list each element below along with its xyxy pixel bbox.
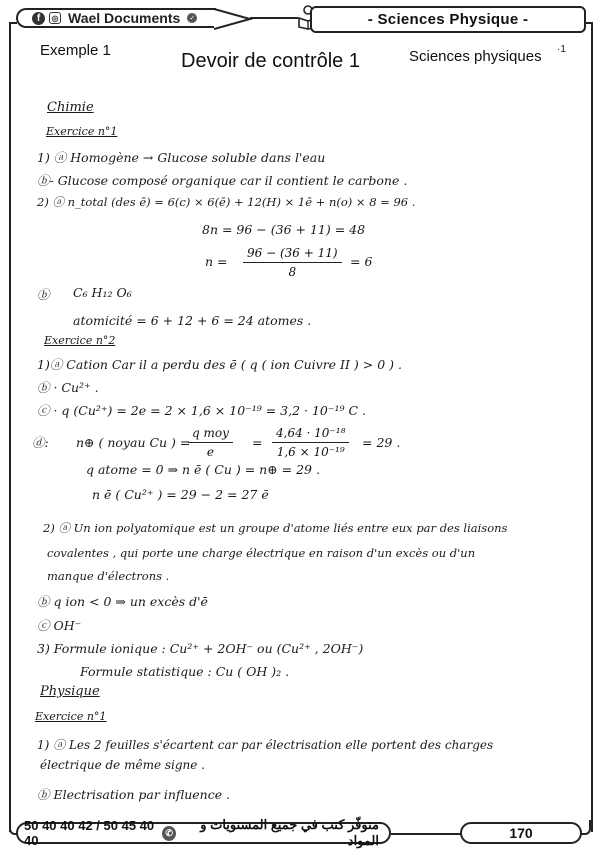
footer-ad-banner (16, 817, 391, 848)
answer-line: 2) ⓐ n_total (des ē) = 6(c) × 6(ē) + 12(H) × 1ē + n(o) × 8 = 96 . (37, 195, 416, 209)
answer-line: ⓒ OH⁻ (37, 618, 82, 633)
fraction (243, 246, 342, 279)
fraction-denominator: e (206, 445, 214, 459)
footer-arabic-text: متوفّر كتب في جميع المستويات و المواد (200, 817, 379, 848)
facebook-icon: f (32, 12, 45, 25)
answer-line: 1)ⓐ Cation Car il a perdu des ē ( q ( ion Cuivre II ) > 0 ) . (37, 357, 402, 372)
exercise-heading: Exercice n°2 (44, 334, 116, 347)
fraction (188, 426, 233, 459)
brand-name: Wael Documents (68, 10, 181, 26)
answer-line: ⓑ · Cu²⁺ . (37, 380, 99, 395)
equation-right: = 29 . (362, 435, 401, 450)
answer-line: q atome = 0 ⇒ n ē ( Cu ) = n⊕ = 29 . (86, 462, 320, 477)
verified-icon: ✓ (187, 13, 197, 23)
footer-connector-line (391, 833, 461, 835)
answer-line: ⓒ · q (Cu²⁺) = 2e = 2 × 1,6 × 10⁻¹⁹ = 3,2 · 10⁻¹⁹ C . (37, 403, 366, 418)
page-number (460, 822, 582, 844)
answer-line: covalentes , qui porte une charge électrique en raison d'un excès ou d'un (47, 546, 476, 560)
subject-label: Sciences physiques (409, 48, 542, 65)
subject-banner (310, 6, 586, 33)
answer-line: 3) Formule ionique : Cu²⁺ + 2OH⁻ ou (Cu²⁺ , 2OH⁻) (37, 641, 364, 656)
answer-line: 2) ⓐ Un ion polyatomique est un groupe d'atome liés entre eux par des liaisons (43, 521, 508, 535)
answer-label: ⓑ (37, 287, 50, 302)
footer-arabic-text-group (162, 817, 379, 849)
equals-sign: = (252, 435, 263, 450)
fraction-denominator: 8 (288, 265, 297, 279)
fraction-numerator: q moy (188, 426, 233, 443)
equation: 8n = 96 − (36 + 11) = 48 (202, 222, 366, 237)
equation-left: n = (205, 254, 228, 269)
page-mark: ·1 (557, 44, 566, 55)
answer-line: Formule statistique : Cu ( OH )₂ . (80, 664, 290, 679)
equation-left: n⊕ ( noyau Cu ) = (76, 435, 191, 450)
fraction (272, 426, 349, 459)
answer-line: ⓑ Electrisation par influence . (37, 787, 231, 802)
fraction-numerator: 4,64 · 10⁻¹⁸ (272, 426, 349, 443)
page-title: Devoir de contrôle 1 (181, 50, 360, 72)
answer-line: 1) ⓐ Homogène → Glucose soluble dans l'eau (37, 150, 326, 165)
answer-line: ⓑ- Glucose composé organique car il contient le carbone . (37, 173, 408, 188)
fraction-denominator: 1,6 × 10⁻¹⁹ (276, 445, 345, 459)
brand-banner (16, 8, 216, 28)
footer-phone-numbers: 50 40 40 42 / 50 45 40 40 (24, 818, 155, 848)
section-heading-physique: Physique (40, 684, 100, 699)
answer-label: ⓓ: (32, 435, 49, 450)
exercise-heading: Exercice n°1 (46, 125, 118, 138)
page-number-text: 170 (509, 825, 533, 841)
answer-line: électrique de même signe . (40, 758, 205, 772)
connector-line (250, 17, 298, 19)
answer-line: 1) ⓐ Les 2 feuilles s'écartent car par électrisation elle portent des charges (37, 738, 494, 752)
phone-icon: ✆ (162, 826, 176, 841)
answer-line: n ē ( Cu²⁺ ) = 29 − 2 = 27 ē (92, 487, 269, 502)
fraction-numerator: 96 − (36 + 11) (243, 246, 342, 263)
answer-line: atomicité = 6 + 12 + 6 = 24 atomes . (73, 313, 312, 328)
answer-line: ⓑ q ion < 0 ⇒ un excès d'ē (37, 594, 208, 609)
instagram-icon: ◎ (49, 12, 61, 24)
frame-corner (9, 22, 17, 24)
exercise-heading: Exercice n°1 (35, 710, 107, 723)
molecular-formula: C₆ H₁₂ O₆ (73, 285, 132, 300)
example-label: Exemple 1 (40, 42, 111, 59)
section-heading-chimie: Chimie (47, 100, 94, 115)
equation-right: = 6 (350, 254, 373, 269)
subject-banner-text: - Sciences Physique - (367, 11, 529, 28)
answer-line: manque d'électrons . (47, 569, 170, 583)
